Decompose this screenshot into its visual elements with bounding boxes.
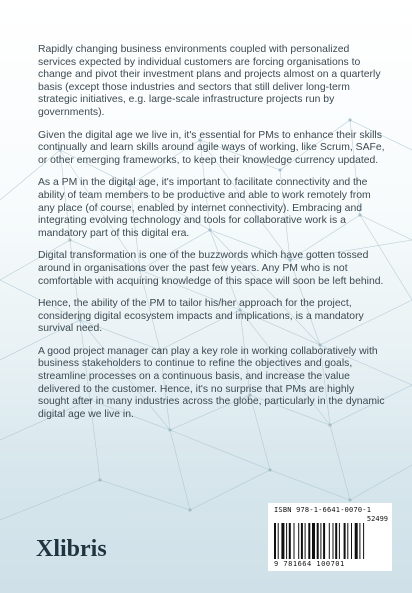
- barcode-number: 9 781664 100701: [274, 560, 345, 568]
- barcode-stripe: [355, 523, 358, 559]
- barcode-stripe: [305, 523, 306, 559]
- barcode-stripe: [320, 523, 321, 559]
- barcode-stripe: [347, 523, 348, 559]
- barcode-bars: [274, 523, 386, 559]
- barcode-stripe: [312, 523, 315, 559]
- barcode-stripe: [286, 523, 287, 559]
- isbn-text: ISBN 978-1-6641-0070-1: [274, 506, 372, 514]
- barcode-stripe: [351, 523, 352, 559]
- barcode-stripe: [323, 523, 325, 559]
- barcode-stripe: [359, 523, 360, 559]
- barcode-stripe: [281, 523, 284, 559]
- barcode-stripe: [294, 523, 295, 559]
- barcode-stripe: [344, 523, 346, 559]
- paragraph-2: Given the digital age we live in, it's essential for PMs to enhance their skills continually and learn skills around agile ways of working, like Scrum, SAFe, or other emerging frameworks, to keep their knowledge currency updated.: [38, 129, 385, 166]
- barcode-stripe: [274, 523, 276, 559]
- barcode-stripe: [329, 523, 330, 559]
- barcode-stripe: [289, 523, 291, 559]
- paragraph-3: As a PM in the digital age, it's important to facilitate connectivity and the ability of team members to be productive and able to work remotely from any place (of course, enabled by internet connectivity). Embracing and integrating evolving technology and tools for collaborative work is a mandatory part of this digital era.: [38, 177, 371, 239]
- blurb-text: [38, 44, 386, 431]
- barcode-stripe: [335, 523, 337, 559]
- paragraph-4: Digital transformation is one of the buzzwords which have gotten tossed around in organisations over the past few years. Any PM who is not comfortable with acquiring knowledge of this space will soon be left behind.: [38, 250, 384, 287]
- barcode-stripe: [308, 523, 310, 559]
- paragraph-6: A good project manager can play a key role in working collaboratively with business stakeholders to continue to refine the objectives and goals, streamline processes on a continuous basis, and increase the value delivered to the customer. Hence, it's no surprise that PMs are highly sought after in many industries across the globe, particularly in the dynamic digital age we live in.: [38, 345, 385, 420]
- isbn-barcode-box: [268, 503, 392, 571]
- paragraph-5: Hence, the ability of the PM to tailor his/her approach for the project, considering digital ecosystem impacts and implications, is a mandatory survival need.: [38, 298, 364, 335]
- barcode-stripe: [301, 523, 303, 559]
- barcode-stripe: [333, 523, 334, 559]
- barcode-stripe: [317, 523, 319, 559]
- barcode-stripe: [339, 523, 340, 559]
- barcode-stripe: [363, 523, 364, 559]
- price-code: 52499: [366, 515, 388, 523]
- paragraph-1: Rapidly changing business environments coupled with personalized services expected by individual customers are forcing organisations to change and pivot their investment plans and projects almost on a quarterly basis (except those industries and sectors that still deliver long-term strategic initiatives, e.g. large-scale infrastructure projects run by governments).: [38, 44, 381, 118]
- barcode-stripe: [278, 523, 279, 559]
- barcode-stripe: [298, 523, 299, 559]
- publisher-logo: Xlibris: [36, 536, 107, 562]
